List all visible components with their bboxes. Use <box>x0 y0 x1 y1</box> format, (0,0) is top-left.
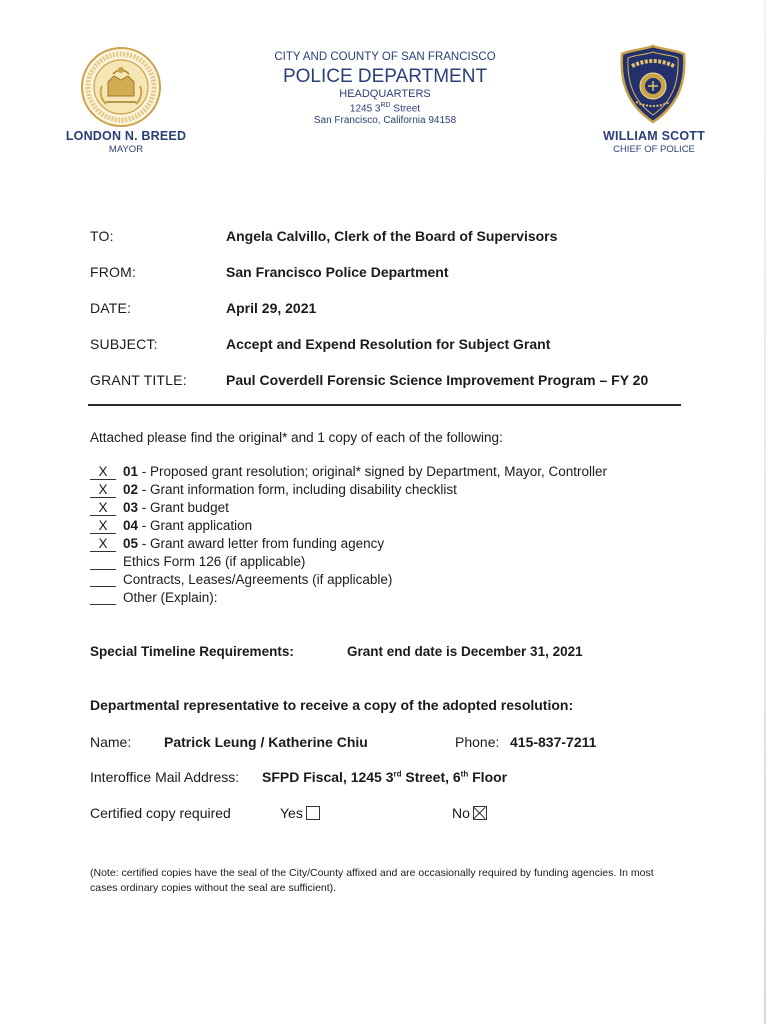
no-checkbox[interactable] <box>473 806 487 820</box>
item-number: 05 <box>123 536 139 551</box>
mark-x: X <box>90 500 116 516</box>
timeline-value: Grant end date is December 31, 2021 <box>347 644 583 659</box>
to-value: Angela Calvillo, Clerk of the Board of Supervisors <box>226 228 558 244</box>
subject-value: Accept and Expend Resolution for Subject Grant <box>226 336 551 352</box>
letterhead-headquarters: HEADQUARTERS <box>339 88 431 100</box>
chief-title: CHIEF OF POLICE <box>613 144 695 155</box>
footnote: (Note: certified copies have the seal of the City/County affixed and are occasionally required by funding agencies. In most cases ordinary copies without the seal are sufficient). <box>90 867 654 894</box>
to-label: TO: <box>90 228 114 244</box>
item-number: 01 <box>123 464 139 479</box>
street-number: 1245 3 <box>349 103 381 115</box>
police-badge-logo <box>620 44 686 124</box>
checklist-mark <box>90 536 116 552</box>
checklist-item: Other (Explain): <box>123 590 218 605</box>
mail-address-superscript: th <box>460 769 469 779</box>
grant-title-value: Paul Coverdell Forensic Science Improvement Program – FY 20 <box>226 372 649 388</box>
timeline-label: Special Timeline Requirements: <box>90 644 294 659</box>
checklist-item: Contracts, Leases/Agreements (if applicable) <box>123 572 393 587</box>
letterhead-department: POLICE DEPARTMENT <box>282 66 488 87</box>
mail-address-superscript: rd <box>393 769 402 779</box>
city-seal-logo <box>80 46 162 128</box>
mail-address-part: SFPD Fiscal, 1245 3 <box>262 769 394 785</box>
checklist-item: Ethics Form 126 (if applicable) <box>123 554 306 569</box>
subject-label: SUBJECT: <box>90 336 158 352</box>
mark-x: X <box>90 536 116 552</box>
mail-address-value <box>262 769 507 785</box>
letterhead-city: CITY AND COUNTY OF SAN FRANCISCO <box>274 51 496 63</box>
letterhead-street <box>230 102 540 114</box>
checklist-mark <box>90 482 116 498</box>
yes-checkbox[interactable] <box>306 806 320 820</box>
item-text: - Grant budget <box>138 500 229 515</box>
mail-address-part: Street, 6 <box>401 769 461 785</box>
mayor-title: MAYOR <box>108 144 144 155</box>
name-label: Name: <box>90 734 132 750</box>
scan-edge-shadow <box>764 0 766 1024</box>
item-number: 03 <box>123 500 139 515</box>
date-label: DATE: <box>90 300 132 316</box>
from-value: San Francisco Police Department <box>226 264 449 280</box>
item-text: - Grant information form, including disability checklist <box>138 482 457 497</box>
checklist-blank-line <box>90 591 116 605</box>
grant-title-label: GRANT TITLE: <box>90 372 187 388</box>
mayor-name: LONDON N. BREED <box>65 129 187 143</box>
no-label: No <box>452 805 470 821</box>
mark-x: X <box>90 482 116 498</box>
mark-x: X <box>90 464 116 480</box>
item-text: - Grant award letter from funding agency <box>138 536 385 551</box>
phone-value: 415-837-7211 <box>510 734 597 750</box>
certified-no-option[interactable] <box>452 805 487 821</box>
mark-x: X <box>90 518 116 534</box>
mail-address-part: Floor <box>468 769 508 785</box>
representative-heading: Departmental representative to receive a copy of the adopted resolution: <box>90 697 574 713</box>
checklist-item <box>123 518 252 533</box>
item-text: - Grant application <box>138 518 253 533</box>
checklist-item <box>123 536 384 551</box>
item-number: 02 <box>123 482 139 497</box>
certified-copy-label: Certified copy required <box>90 805 231 821</box>
checklist-item <box>123 464 607 479</box>
header-divider <box>88 404 681 406</box>
street-superscript: RD <box>380 102 391 109</box>
item-text: - Proposed grant resolution; original* signed by Department, Mayor, Controller <box>138 464 608 479</box>
checklist-item <box>123 500 229 515</box>
phone-label: Phone: <box>455 734 500 750</box>
checklist-mark <box>90 500 116 516</box>
date-value: April 29, 2021 <box>226 300 317 316</box>
checklist-item <box>123 482 457 497</box>
chief-name: WILLIAM SCOTT <box>603 129 705 143</box>
attached-intro: Attached please find the original* and 1 copy of each of the following: <box>90 430 503 445</box>
checklist-mark <box>90 464 116 480</box>
item-number: 04 <box>123 518 139 533</box>
from-label: FROM: <box>90 264 137 280</box>
letterhead-city-state: San Francisco, California 94158 <box>313 115 457 126</box>
yes-label: Yes <box>280 805 303 821</box>
mail-address-label: Interoffice Mail Address: <box>90 769 240 785</box>
street-name: Street <box>390 103 421 115</box>
checklist-mark <box>90 518 116 534</box>
checklist-blank-line <box>90 556 116 570</box>
name-value: Patrick Leung / Katherine Chiu <box>164 734 368 750</box>
checklist-blank-line <box>90 573 116 587</box>
certified-yes-option[interactable] <box>280 805 320 821</box>
